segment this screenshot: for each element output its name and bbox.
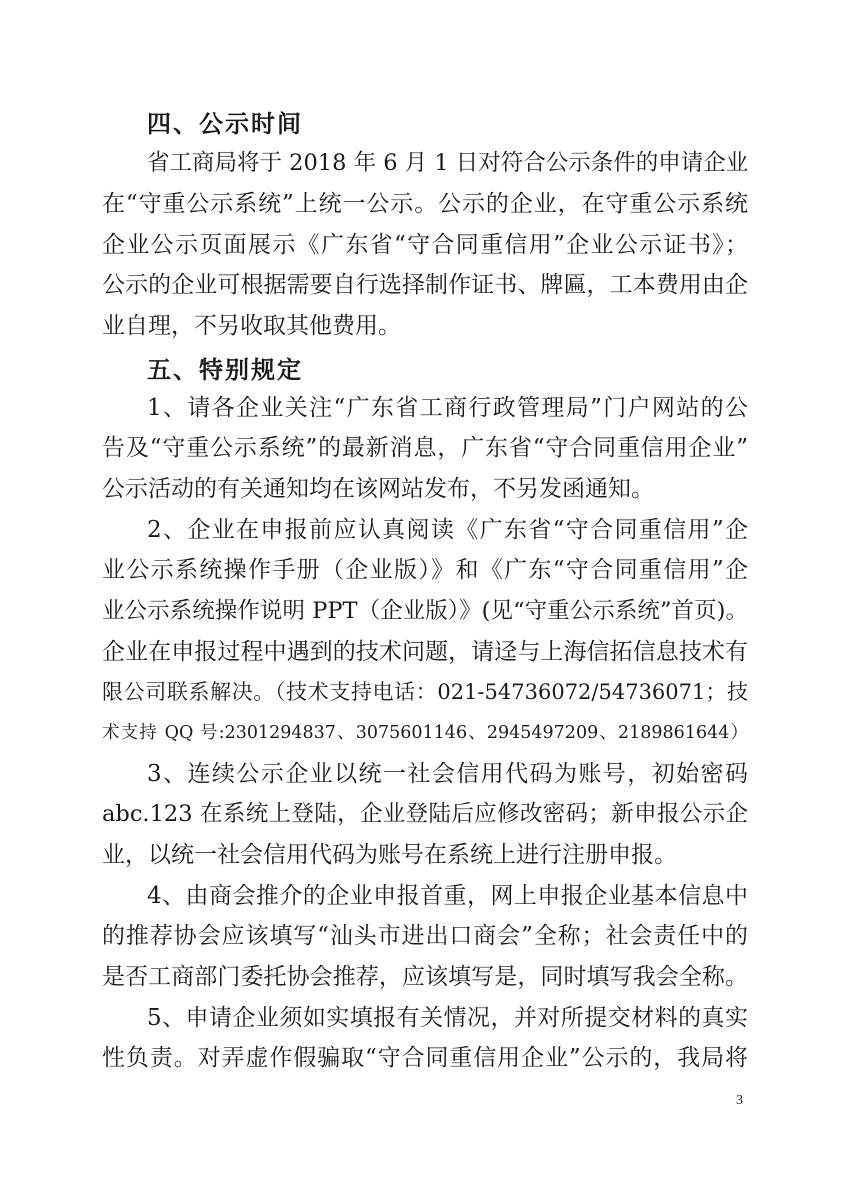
item-2-line-1: 2、企业在申报前应认真阅读《广东省“守合同重信用”企	[147, 517, 748, 543]
section-4-line-2: 在“守重公示系统”上统一公示。公示的企业，在守重公示系统	[102, 191, 748, 217]
item-3-line-3: 业，以统一社会信用代码为账号在系统上进行注册申报。	[102, 842, 677, 868]
item-3-line-2: abc.123 在系统上登陆，企业登陆后应修改密码；新申报公示企	[102, 801, 748, 827]
item-1-line-3: 公示活动的有关通知均在该网站发布，不另发函通知。	[102, 476, 654, 502]
item-2-line-4: 企业在申报过程中遇到的技术问题，请迳与上海信拓信息技术有	[102, 639, 748, 665]
page-number: 3	[736, 1093, 743, 1108]
item-3-line-1: 3、连续公示企业以统一社会信用代码为账号，初始密码	[147, 761, 748, 787]
item-1-line-1: 1、请各企业关注“广东省工商行政管理局”门户网站的公	[147, 395, 748, 421]
item-2-line-5: 限公司联系解决。（技术支持电话：021-54736072/54736071；技	[102, 680, 748, 704]
item-2-line-6: 术支持 QQ 号:2301294837、3075601146、2945497209、2189861644）	[102, 723, 748, 743]
section-4-line-4: 公示的企业可根据需要自行选择制作证书、牌匾，工本费用由企	[102, 272, 748, 298]
section-4-heading: 四、公示时间	[147, 110, 303, 138]
item-4-line-1: 4、由商会推介的企业申报首重，网上申报企业基本信息中	[147, 883, 748, 909]
item-4-line-3: 是否工商部门委托协会推荐，应该填写是，同时填写我会全称。	[102, 964, 748, 990]
item-1-line-2: 告及“守重公示系统”的最新消息，广东省“守合同重信用企业”	[102, 435, 748, 461]
section-4-line-3: 企业公示页面展示《广东省“守合同重信用”企业公示证书》；	[102, 232, 748, 258]
section-4-line-1: 省工商局将于 2018 年 6 月 1 日对符合公示条件的申请企业	[147, 150, 749, 176]
item-2-line-3: 业公示系统操作说明 PPT（企业版）》(见“守重公示系统”首页)。	[102, 598, 748, 624]
section-5-heading: 五、特别规定	[147, 356, 303, 384]
section-4-line-5: 业自理，不另收取其他费用。	[102, 313, 401, 339]
item-4-line-2: 的推荐协会应该填写“汕头市进出口商会”全称；社会责任中的	[102, 923, 748, 949]
item-5-line-1: 5、申请企业须如实填报有关情况，并对所提交材料的真实	[147, 1005, 748, 1031]
item-2-line-2: 业公示系统操作手册（企业版）》和《广东“守合同重信用”企	[102, 557, 748, 583]
item-5-line-2: 性负责。对弄虚作假骗取“守合同重信用企业”公示的，我局将	[102, 1045, 748, 1071]
